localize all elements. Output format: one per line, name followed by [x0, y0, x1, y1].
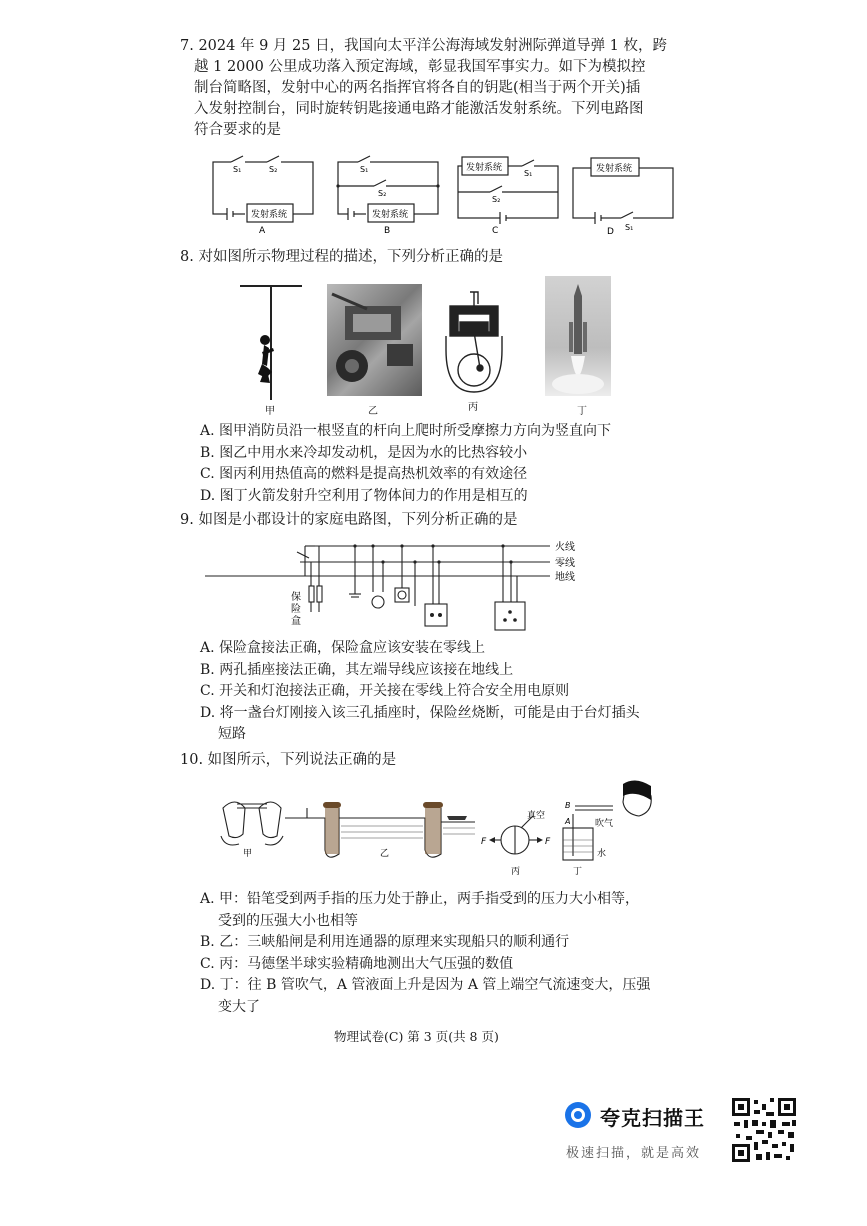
fig10-label-bing: 丙 — [511, 867, 521, 877]
scanner-watermark — [560, 1100, 860, 1170]
circuit-d-letter: D — [607, 227, 614, 235]
q8-option-a: A. 图甲消防员沿一根竖直的杆向上爬时所受摩擦力方向为竖直向下 — [200, 423, 612, 439]
q9-option-a: A. 保险盒接法正确，保险盒应该安装在零线上 — [200, 640, 486, 656]
fig10-label-yi: 乙 — [380, 849, 390, 859]
q8-option-b: B. 图乙中用水来冷却发动机，是因为水的比热容较小 — [200, 444, 528, 461]
force-left-label: F — [481, 837, 487, 847]
circuit-a-s1: S₁ — [233, 165, 242, 174]
qr-code-icon — [730, 1096, 798, 1164]
fig8-label-jia: 甲 — [265, 406, 275, 417]
q7-line: 越 1 2000 公里成功落入预定海域，彰显我国军事实力。如下为模拟控 — [194, 59, 646, 75]
scanner-logo-icon — [563, 1100, 593, 1130]
q7-stem — [180, 36, 700, 141]
tube-a-label: A — [565, 817, 571, 826]
fig10-label-jia: 甲 — [243, 849, 253, 859]
fig8-label-yi: 乙 — [368, 406, 378, 417]
q7-line: 符合要求的是 — [194, 122, 281, 138]
fusebox-label-3: 盒 — [291, 616, 301, 627]
q9-option-b: B. 两孔插座接法正确，其左端导线应该接在地线上 — [200, 661, 514, 678]
q10-options — [200, 889, 650, 1018]
scanner-slogan: 极速扫描，就是高效 — [566, 1146, 702, 1161]
circuit-d-s1: S₁ — [625, 223, 634, 232]
circuit-a-box: 发射系统 — [251, 210, 288, 220]
engine-cylinder-figure — [440, 288, 510, 413]
q9-options — [200, 638, 640, 746]
wire-ground-label: 地线 — [555, 572, 575, 583]
q10-stem: 10. 如图所示，下列说法正确的是 — [180, 752, 397, 768]
circuit-b-letter: B — [384, 226, 391, 235]
circuit-c-box: 发射系统 — [466, 163, 503, 173]
q10-option-d-cont: 变大了 — [218, 998, 260, 1015]
circuit-c-letter: C — [492, 226, 499, 235]
tractor-engine-photo — [327, 284, 422, 396]
q9-option-d: D. 将一盏台灯刚接入该三孔插座时，保险丝烧断，可能是由于台灯插头 — [200, 704, 640, 721]
circuit-a — [205, 150, 323, 235]
circuit-a-letter: A — [259, 226, 266, 235]
tube-b-label: B — [565, 801, 571, 810]
q10-option-a: A. 甲：铅笔受到两手指的压力处于静止，两手指受到的压力大小相等， — [200, 891, 640, 907]
firefighter-pole-figure — [236, 282, 306, 417]
blow-label: 吹气 — [595, 819, 614, 829]
wire-live-label: 火线 — [555, 542, 575, 553]
q8-option-d: D. 图丁火箭发射升空利用了物体间力的作用是相互的 — [200, 487, 528, 504]
q7-line: 7. 2024 年 9 月 25 日，我国向太平洋公海海域发射洲际弹道导弹 1 枚，跨 — [180, 38, 668, 54]
q10-option-b: B. 乙：三峡船闸是利用连通器的原理来实现船只的顺利通行 — [200, 934, 570, 950]
q9-option-c: C. 开关和灯泡接法正确，开关接在零线上符合安全用电原则 — [200, 683, 570, 699]
fig10-label-ding: 丁 — [573, 867, 583, 877]
wire-neutral-label: 零线 — [555, 558, 575, 569]
fig8-label-ding: 丁 — [577, 406, 587, 417]
circuit-a-s2: S₂ — [269, 165, 278, 174]
q7-line: 制台简略图，发射中心的两名指挥官将各自的钥匙(相当于两个开关)插 — [194, 80, 641, 96]
page-footer: 物理试卷(C) 第 3 页(共 8 页) — [334, 1029, 499, 1044]
q7-line: 入发射控制台，同时旋转钥匙接通电路才能激活发射系统。下列电路图 — [194, 101, 644, 117]
q10-option-d: D. 丁：往 B 管吹气，A 管液面上升是因为 A 管上端空气流速变大，压强 — [200, 977, 651, 993]
force-right-label: F — [545, 837, 551, 847]
q9-stem: 9. 如图是小郡设计的家庭电路图，下列分析正确的是 — [180, 512, 518, 528]
circuit-c-s1: S₁ — [524, 169, 533, 178]
q10-figures — [215, 778, 665, 888]
scanner-brand: 夸克扫描王 — [600, 1106, 705, 1130]
circuit-d-box: 发射系统 — [596, 164, 633, 174]
q8-option-c: C. 图丙利用热值高的燃料是提高热机效率的有效途径 — [200, 466, 528, 482]
fusebox-label-1: 保 — [291, 592, 301, 603]
fusebox-label-2: 险 — [291, 604, 301, 615]
household-circuit-figure — [205, 536, 615, 636]
rocket-launch-photo — [545, 276, 611, 396]
q10-option-a-cont: 受到的压强大小也相等 — [218, 912, 358, 929]
water-label: 水 — [597, 849, 607, 859]
circuit-b-box: 发射系统 — [372, 210, 409, 220]
q8-stem: 8. 对如图所示物理过程的描述，下列分析正确的是 — [180, 249, 503, 265]
circuit-b-s1: S₁ — [360, 165, 369, 174]
circuit-d — [565, 150, 683, 235]
q8-options — [200, 421, 611, 507]
fig8-label-bing: 丙 — [468, 402, 478, 413]
circuit-c — [450, 150, 568, 235]
q9-option-d-cont: 短路 — [218, 726, 246, 742]
circuit-c-s2: S₂ — [492, 195, 501, 204]
q10-option-c: C. 丙：马德堡半球实验精确地测出大气压强的数值 — [200, 955, 514, 972]
circuit-b — [330, 150, 448, 235]
vacuum-label: 真空 — [527, 811, 546, 821]
circuit-b-s2: S₂ — [378, 189, 387, 198]
